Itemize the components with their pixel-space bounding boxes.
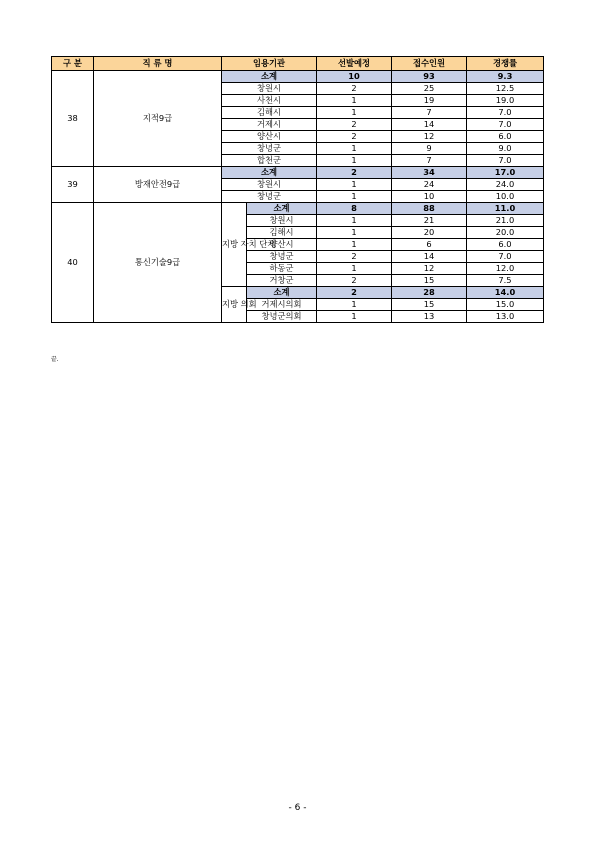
section-label-local-government: 지방 자치 단체	[222, 203, 247, 287]
ratio-cell: 21.0	[467, 215, 544, 227]
applicants-cell: 24	[392, 179, 467, 191]
end-mark: 끝.	[51, 356, 59, 363]
subtotal-planned: 2	[317, 287, 392, 299]
header-ratio: 경쟁률	[467, 57, 544, 71]
ratio-cell: 12.0	[467, 263, 544, 275]
planned-cell: 1	[317, 155, 392, 167]
planned-cell: 1	[317, 263, 392, 275]
subtotal-applicants: 93	[392, 71, 467, 83]
applicants-cell: 12	[392, 131, 467, 143]
applicants-cell: 15	[392, 299, 467, 311]
applicants-cell: 7	[392, 155, 467, 167]
applicants-cell: 25	[392, 83, 467, 95]
agency-cell: 김해시	[222, 107, 317, 119]
ratio-cell: 19.0	[467, 95, 544, 107]
applicants-cell: 7	[392, 107, 467, 119]
header-applicants: 접수인원	[392, 57, 467, 71]
recruitment-table	[51, 56, 544, 323]
agency-cell: 창녕군	[222, 191, 317, 203]
group-job-name: 통신기술9급	[94, 203, 222, 323]
section-label-local-council: 지방 의회	[222, 287, 247, 323]
subtotal-row	[52, 203, 544, 215]
group-number: 40	[52, 203, 94, 323]
agency-cell: 창원시	[222, 179, 317, 191]
subtotal-planned: 8	[317, 203, 392, 215]
group-number: 39	[52, 167, 94, 203]
subtotal-row	[52, 71, 544, 83]
agency-cell: 창원시	[247, 215, 317, 227]
agency-cell: 김해시	[247, 227, 317, 239]
subtotal-applicants: 34	[392, 167, 467, 179]
agency-cell: 거제시의회	[247, 299, 317, 311]
subtotal-label: 소계	[247, 203, 317, 215]
subtotal-ratio: 9.3	[467, 71, 544, 83]
ratio-cell: 24.0	[467, 179, 544, 191]
applicants-cell: 15	[392, 275, 467, 287]
group-job-name: 방재안전9급	[94, 167, 222, 203]
agency-cell: 양산시	[222, 131, 317, 143]
agency-cell: 거제시	[222, 119, 317, 131]
applicants-cell: 19	[392, 95, 467, 107]
agency-cell: 창원시	[222, 83, 317, 95]
planned-cell: 2	[317, 119, 392, 131]
group-number: 38	[52, 71, 94, 167]
ratio-cell: 7.0	[467, 119, 544, 131]
subtotal-applicants: 88	[392, 203, 467, 215]
planned-cell: 1	[317, 215, 392, 227]
applicants-cell: 13	[392, 311, 467, 323]
applicants-cell: 14	[392, 119, 467, 131]
table-header-row	[52, 57, 544, 71]
ratio-cell: 6.0	[467, 131, 544, 143]
ratio-cell: 10.0	[467, 191, 544, 203]
applicants-cell: 20	[392, 227, 467, 239]
ratio-cell: 7.5	[467, 275, 544, 287]
ratio-cell: 9.0	[467, 143, 544, 155]
subtotal-ratio: 11.0	[467, 203, 544, 215]
subtotal-applicants: 28	[392, 287, 467, 299]
planned-cell: 2	[317, 275, 392, 287]
planned-cell: 1	[317, 191, 392, 203]
planned-cell: 2	[317, 83, 392, 95]
ratio-cell: 20.0	[467, 227, 544, 239]
agency-cell: 하동군	[247, 263, 317, 275]
planned-cell: 1	[317, 311, 392, 323]
subtotal-planned: 2	[317, 167, 392, 179]
header-job-series: 직 류 명	[94, 57, 222, 71]
planned-cell: 1	[317, 95, 392, 107]
header-category: 구 분	[52, 57, 94, 71]
agency-cell: 양산시	[247, 239, 317, 251]
applicants-cell: 12	[392, 263, 467, 275]
planned-cell: 2	[317, 251, 392, 263]
subtotal-label: 소계	[222, 167, 317, 179]
header-agency: 임용기관	[222, 57, 317, 71]
applicants-cell: 9	[392, 143, 467, 155]
planned-cell: 1	[317, 179, 392, 191]
subtotal-label: 소계	[247, 287, 317, 299]
planned-cell: 1	[317, 227, 392, 239]
applicants-cell: 14	[392, 251, 467, 263]
subtotal-ratio: 17.0	[467, 167, 544, 179]
agency-cell: 창녕군의회	[247, 311, 317, 323]
planned-cell: 1	[317, 299, 392, 311]
agency-cell: 창녕군	[247, 251, 317, 263]
ratio-cell: 7.0	[467, 107, 544, 119]
ratio-cell: 15.0	[467, 299, 544, 311]
subtotal-planned: 10	[317, 71, 392, 83]
planned-cell: 1	[317, 143, 392, 155]
planned-cell: 1	[317, 107, 392, 119]
planned-cell: 1	[317, 239, 392, 251]
applicants-cell: 6	[392, 239, 467, 251]
subtotal-ratio: 14.0	[467, 287, 544, 299]
ratio-cell: 7.0	[467, 155, 544, 167]
ratio-cell: 6.0	[467, 239, 544, 251]
ratio-cell: 7.0	[467, 251, 544, 263]
page-number: - 6 -	[288, 803, 307, 813]
agency-cell: 합천군	[222, 155, 317, 167]
header-planned: 선발예정	[317, 57, 392, 71]
subtotal-row	[52, 167, 544, 179]
planned-cell: 2	[317, 131, 392, 143]
applicants-cell: 21	[392, 215, 467, 227]
applicants-cell: 10	[392, 191, 467, 203]
agency-cell: 사천시	[222, 95, 317, 107]
group-job-name: 지적9급	[94, 71, 222, 167]
subtotal-label: 소계	[222, 71, 317, 83]
ratio-cell: 13.0	[467, 311, 544, 323]
ratio-cell: 12.5	[467, 83, 544, 95]
agency-cell: 거창군	[247, 275, 317, 287]
agency-cell: 창녕군	[222, 143, 317, 155]
